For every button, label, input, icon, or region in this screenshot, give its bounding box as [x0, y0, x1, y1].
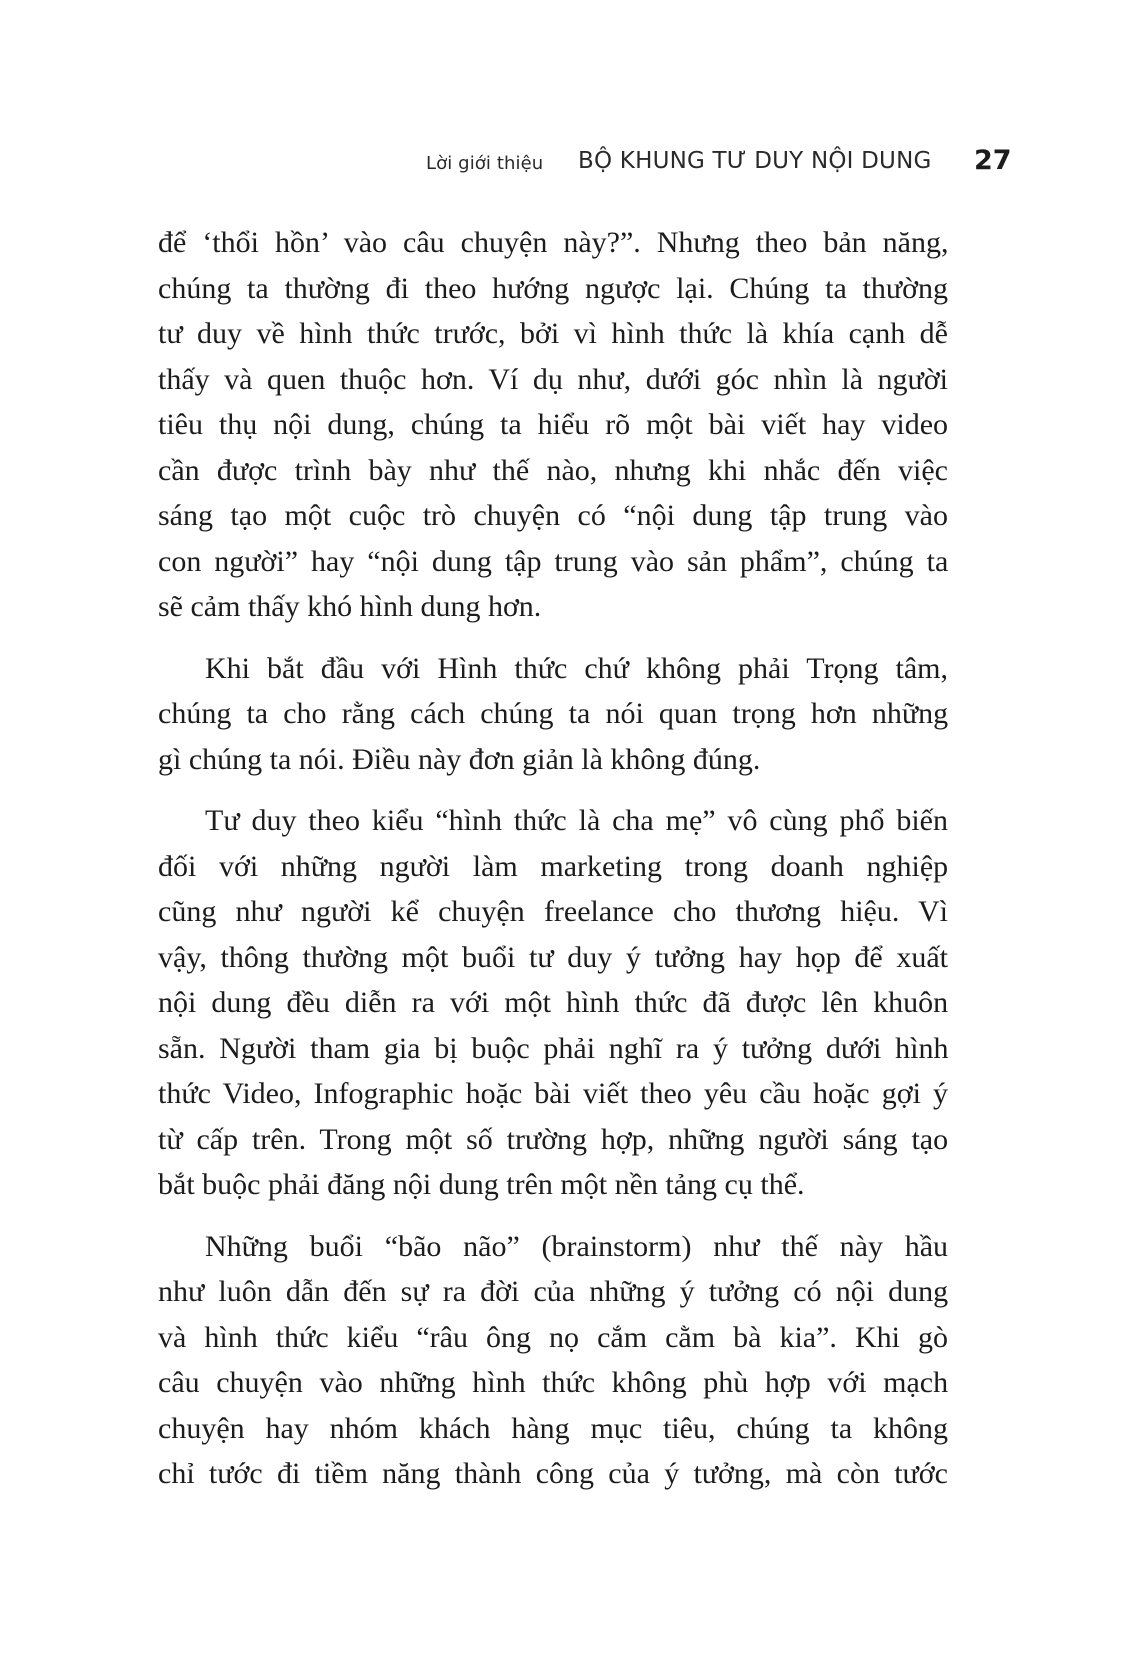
text-line: và hình thức kiểu “râu ông nọ cắm cằm bà kia”. Khi gò — [158, 1320, 948, 1354]
text-line: cần được trình bày như thế nào, nhưng khi nhắc đến việc — [158, 453, 948, 487]
text-line: đối với những người làm marketing trong doanh nghiệp — [158, 849, 949, 883]
text-line: gì chúng ta nói. Điều này đơn giản là không đúng. — [158, 742, 761, 776]
text-line: sẽ cảm thấy khó hình dung hơn. — [158, 590, 542, 623]
text-line: từ cấp trên. Trong một số trường hợp, những người sáng tạo — [158, 1122, 949, 1156]
text-line: chuyện hay nhóm khách hàng mục tiêu, chúng ta không — [158, 1411, 948, 1445]
text-line: chỉ tước đi tiềm năng thành công của ý tưởng, mà còn tước — [158, 1457, 948, 1490]
text-line: cũng như người kể chuyện freelance cho thương hiệu. Vì — [158, 895, 948, 928]
text-line: con người” hay “nội dung tập trung vào sản phẩm”, chúng ta — [158, 544, 949, 578]
header-chapter-title: BỘ KHUNG TƯ DUY NỘI DUNG — [578, 148, 932, 174]
paragraph-4 — [158, 1224, 948, 1497]
text-line: bắt buộc phải đăng nội dung trên một nền tảng cụ thể. — [158, 1168, 805, 1201]
text-line: câu chuyện vào những hình thức không phù hợp với mạch — [158, 1366, 949, 1399]
text-line: để ‘thổi hồn’ vào câu chuyện này?”. Nhưng theo bản năng, — [158, 226, 949, 259]
paragraph-2 — [158, 646, 948, 783]
text-line: tư duy về hình thức trước, bởi vì hình thức là khía cạnh dễ — [158, 317, 948, 350]
text-line: vậy, thông thường một buổi tư duy ý tưởng hay họp để xuất — [158, 940, 949, 974]
running-header — [0, 145, 1126, 185]
paragraph-1 — [158, 220, 948, 630]
text-line: sáng tạo một cuộc trò chuyện có “nội dung tập trung vào — [158, 499, 948, 532]
text-line: Tư duy theo kiểu “hình thức là cha mẹ” vô cùng phổ biến — [205, 804, 948, 837]
text-line: Những buổi “bão não” (brainstorm) như thế này hầu — [205, 1229, 949, 1263]
text-line: chúng ta thường đi theo hướng ngược lại. Chúng ta thường — [158, 271, 948, 305]
page-number: 27 — [974, 145, 1012, 176]
text-line: như luôn dẫn đến sự ra đời của những ý tưởng có nội dung — [158, 1275, 949, 1308]
text-line: tiêu thụ nội dung, chúng ta hiểu rõ một bài viết hay video — [158, 408, 949, 441]
header-section-label: Lời giới thiệu — [426, 153, 544, 174]
paragraph-3 — [158, 798, 948, 1208]
text-line: thấy và quen thuộc hơn. Ví dụ như, dưới góc nhìn là người — [158, 362, 948, 396]
body-text — [158, 220, 948, 1513]
text-line: chúng ta cho rằng cách chúng ta nói quan trọng hơn những — [158, 697, 949, 730]
text-line: sẵn. Người tham gia bị buộc phải nghĩ ra ý tưởng dưới hình — [158, 1031, 949, 1065]
text-line: Khi bắt đầu với Hình thức chứ không phải Trọng tâm, — [205, 651, 948, 685]
text-line: nội dung đều diễn ra với một hình thức đã được lên khuôn — [158, 986, 949, 1019]
text-line: thức Video, Infographic hoặc bài viết theo yêu cầu hoặc gợi ý — [158, 1077, 948, 1110]
